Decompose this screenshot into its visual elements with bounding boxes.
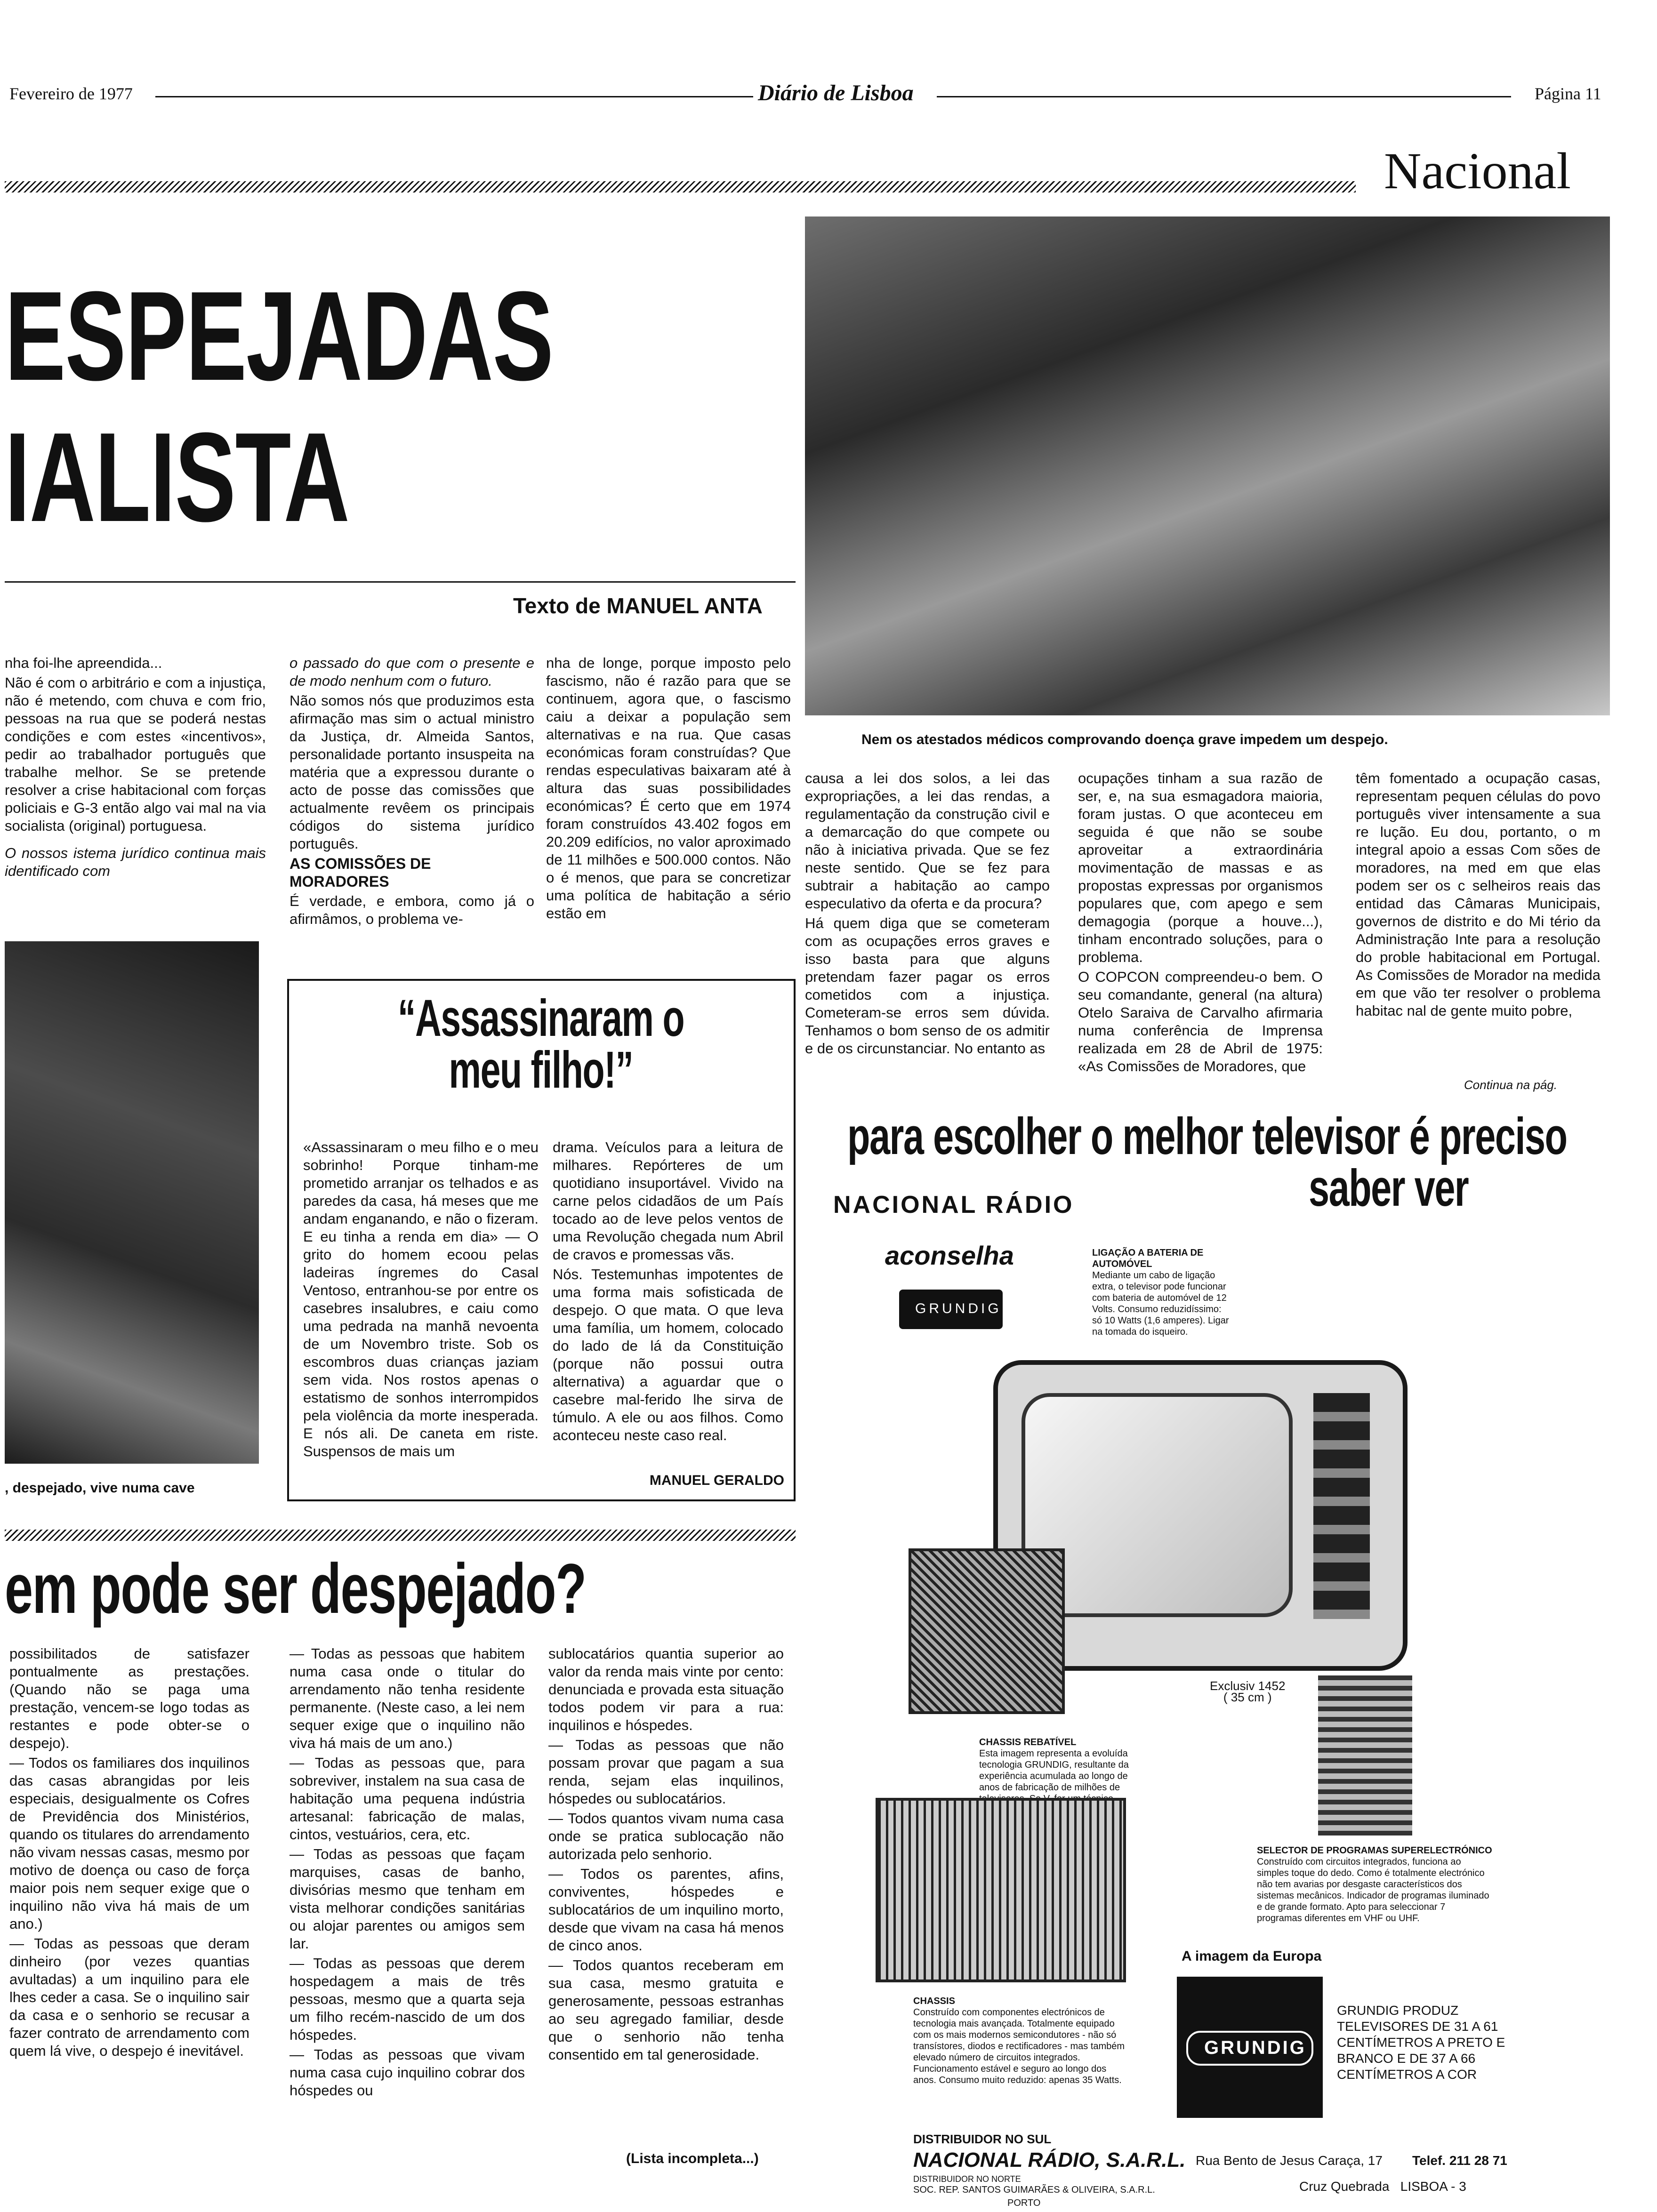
box-story-title: “Assassinaram o meu filho!” xyxy=(397,989,684,1099)
ad-europe: A imagem da Europa xyxy=(1182,1948,1322,1964)
main-col-3 xyxy=(546,654,791,960)
main-col-2-subhead: AS COMISSÕES DE MORADORES xyxy=(290,855,431,890)
ad-phone: Telef. 211 28 71 xyxy=(1412,2153,1507,2168)
main-col-6 xyxy=(1356,769,1601,1071)
box-col-2-p2: Nós. Testemunhas impotentes de uma forma mais sofisticada de despejo. O que mata. O que leva uma família, um homem, colocado do lado de lá da Constituição (porque não possui outra alternativa) a aguardar que o casebre mal-ferido lhe sirva de túmulo. A ele ou aos filhos. Como aconteceu neste caso real. xyxy=(553,1266,783,1443)
box-col-2-p1: drama. Veículos para a leitura de milhares. Repórteres de um quotidiano insuportável. Vivido na carne pelos cidadãos de um País tocado ao de leve pelos ventos de uma Revolução chegada num Abril de cravos e promessas vãs. xyxy=(553,1139,783,1263)
tv-control-panel xyxy=(1313,1393,1370,1619)
main-col-4-p1: causa a lei dos solos, a lei das expropriações, a lei das rendas, a regulamentação da construção civil e a demarcação do que compete ou não à iniciativa privada. Que se fez neste sentido. Que se fez para subtrair a habitação ao campo especulativo da oferta e da procura? xyxy=(805,770,1050,912)
ad-chassis2-text: Construído com componentes electrónicos de tecnologia mais avançada. Totalmente equipado com os mais modernos semicondutores - não só transístores, diodos e rectificadores - mas também elevado número de circuitos integrados. Funcionamento estável e seguro ao longo dos anos. Consumo muito reduzido: apenas 35 Watts. xyxy=(913,2007,1125,2085)
second-headline: em pode ser despejado? xyxy=(5,1549,586,1628)
left-photo-caption: , despejado, vive numa cave xyxy=(5,1480,195,1496)
main-col-2 xyxy=(290,654,534,960)
second-col-2-p5: — Todas as pessoas que vivam numa casa cujo inquilino cobrar dos hóspedes ou xyxy=(290,2046,525,2099)
ad-selector-text: Construído com circuitos integrados, funciona ao simples toque do dedo. Como é totalmente electrónico não tem avarias por desgaste característicos dos sistemas mecânicos. Indicador de programas iluminado e de grande formato. Apto para seleccionar 7 programas diferentes em VHF ou UHF. xyxy=(1257,1857,1489,1923)
main-col-1 xyxy=(5,654,266,932)
masthead-paper-name: Diário de Lisboa xyxy=(758,80,914,105)
ad xyxy=(805,1097,1610,2212)
second-col-2-p1: — Todas as pessoas que habitem numa casa onde o titular do arrendamento não tenha residente permanente. (Neste caso, a lei nem sequer exige que o inquilino não viva há mais de um ano.) xyxy=(290,1645,525,1751)
ad-city: Cruz Quebrada LISBOA - 3 xyxy=(1299,2179,1466,2194)
main-col-2-italic: o passado do que com o presente e de modo nenhum com o futuro. xyxy=(290,655,534,689)
main-headline-line1: ESPEJADAS xyxy=(5,265,553,407)
section-hatch xyxy=(5,181,1356,192)
main-col-2-p1: Não somos nós que produzimos esta afirmação mas sim o actual ministro da Justiça, dr. Almeida Santos, personalidade portanto insuspeita na matéria que a expressou durante o acto de posse das comissões que actualmente revêem os principais códigos do sistema jurídico português. xyxy=(290,692,534,852)
ad-north-city: PORTO xyxy=(1007,2198,1041,2208)
masthead-page: Página 11 xyxy=(1535,84,1601,103)
continued-note: Continua na pág. xyxy=(1464,1078,1558,1092)
ad-selector xyxy=(1257,1845,1492,1924)
second-col-3-p1: sublocatários quantia superior ao valor da renda mais vinte por cento: denunciada e provada esta situação todos podem vir para a rua: inquilinos e hóspedes. xyxy=(548,1645,784,1733)
grundig-logo-large-text: GRUNDIG xyxy=(1204,2037,1306,2058)
ad-selector-title: SELECTOR DE PROGRAMAS SUPERELECTRÓNICO xyxy=(1257,1845,1492,1856)
ad-chassis-text: Esta imagem representa a evoluída tecnologia GRUNDIG, resultante da experiência acumulada ao longo de anos de fabricação de milhões de xyxy=(979,1748,1129,1793)
second-col-1-p1: possibilitados de satisfazer pontualmente as prestações. (Quando não se paga uma prestação, vencem-se logo todas as restantes e pode obter-se o despejo). xyxy=(9,1645,249,1751)
byline-rule xyxy=(5,581,796,583)
main-col-1-p1: nha foi-lhe apreendida... xyxy=(5,655,162,671)
ad-chassis-title: CHASSIS REBATÍVEL xyxy=(979,1737,1077,1747)
ad-north-label: DISTRIBUIDOR NO NORTE xyxy=(913,2174,1021,2184)
second-col-1-p2: — Todos os familiares dos inquilinos das casas abrangidas por leis especiais, desigualmente os Cofres de Previdência dos Ministérios, quando os titulares do arrendamento não vivam nessas casas, mesmo por motivo de doença ou caso de força maior pois nem sequer exige que o inquilino não viva há mais de um ano.) xyxy=(9,1755,249,1932)
box-story xyxy=(287,979,796,1501)
tv-chassis-illustration xyxy=(909,1548,1065,1714)
ad-address: Rua Bento de Jesus Caraça, 17 xyxy=(1196,2153,1383,2168)
box-col-1 xyxy=(303,1138,539,1487)
ad-headline-2: saber ver xyxy=(1309,1159,1469,1217)
main-col-6-p1: têm fomentado a ocupação casas, representam pequen células do povo português viver intensamente a sua re lução. Eu dou, portanto, o m integral apoio a essas Com sões de moradores, na med em que elas podem ser os c selheiros reais das entidad das Câmaras Municipais, governos de distrito e do Mi tério da Administração Inte para a resolução do proble habitacional em Portugal. As Comissões de Morador na medida em que vão ter resolver o problema habitac nal de gente muito pobre, xyxy=(1356,770,1601,1019)
second-col-3-p5: — Todos quantos receberam em sua casa, mesmo gratuita e generosamente, pessoas estranhas ao seu agregado familiar, desde que o senhorio não tenha consentido em tal generosidade. xyxy=(548,1957,784,2063)
second-col-1 xyxy=(9,1645,249,2177)
grundig-logo-large-badge xyxy=(1186,2031,1313,2066)
main-col-1-p2: Não é com o arbitrário e com a injustiça, não é metendo, com chuva e com frio, pessoas na rua que se poderá nestas condições e com estes «incentivos», pedir ao trabalhador português que trabalhe melhor. Se se pretende resolver a crise habitacional com forças policiais e G-3 então algo vai mal na via socialista (original) portuguesa. xyxy=(5,674,266,834)
box-author: MANUEL GERALDO xyxy=(649,1473,784,1488)
ad-battery-title: LIGAÇÃO A BATERIA DE AUTOMÓVEL xyxy=(1092,1248,1204,1269)
main-headline-line2: IALISTA xyxy=(5,407,349,548)
second-col-2-p2: — Todas as pessoas que, para sobreviver, instalem na sua casa de habitação uma pequena indústria artesanal: fabricação de malas, cintos, vestuários, cera, etc. xyxy=(290,1755,525,1843)
masthead-rule-right xyxy=(937,96,1511,97)
grundig-logo-small-text: GRUNDIG xyxy=(915,1301,1002,1316)
ad-headline-1: para escolher o melhor televisor é preciso xyxy=(847,1107,1567,1165)
ad-battery-text: Mediante um cabo de ligação extra, o televisor pode funcionar com bateria de automóvel de 12 Volts. Consumo reduzidíssimo: só 10 Watts (1,6 amperes). Ligar na tomada do isqueiro. xyxy=(1092,1270,1229,1337)
second-col-3-p3: — Todos quantos vivam numa casa onde se pratica sublocação não autorizada pelo senhorio. xyxy=(548,1810,784,1862)
main-col-3-p1: nha de longe, porque imposto pelo fascismo, não é razão para que se continuem, agora que, o fascismo caiu a deixar a população sem alternativas e na rua. Que casas económicas foram construídas? Que rendas especulativas baixaram até à altura das suas possibilidades económicas? É certo que em 1974 foram construídos 43.402 fogos em 20.209 edifícios, no valor aproximado de 11 milhões e 500.000 contos. Não o é menos, que para se concretizar uma política de habitação a sério estão em xyxy=(546,655,791,922)
masthead xyxy=(0,80,1657,108)
left-photo xyxy=(5,941,259,1464)
main-col-5-p2: O COPCON compreendeu-o bem. O seu comandante, general (na altura) Otelo Saraiva de Carvalho afirmaria numa conferência de Imprensa realizada em 28 de Abril de 1975: «As Comissões de Moradores, que xyxy=(1078,969,1323,1074)
ad-battery xyxy=(1092,1247,1233,1338)
circuit-board-illustration xyxy=(876,1798,1126,1982)
main-photo xyxy=(805,216,1610,715)
second-col-3-p4: — Todos os parentes, afins, conviventes, hóspedes e sublocatários de um inquilino morto, desde que vivam na casa há menos de cinco anos. xyxy=(548,1866,784,1954)
second-col-3 xyxy=(548,1645,784,2134)
main-col-4-p2: Há quem diga que se cometeram com as ocupações erros graves e isso basta para que alguns pretendam fazer pagar os erros cometidos com a injustiça. Cometeram-se erros sem dúvida. Tenhamos o bom senso de os admitir e de os circunstanciar. No entanto as xyxy=(805,915,1050,1057)
grundig-logo-small xyxy=(899,1290,1003,1329)
main-col-5-p1: ocupações tinham a sua razão de ser, e, na sua esmagadora maioria, foram justas. O que aconteceu em seguida é que não se soube aproveitar a extraordinária movimentação de massas e as propostas expressas por organismos populares que, com apego e sem demagogia (porque a houve...), tinham encontrado soluções, para o problema. xyxy=(1078,770,1323,965)
ad-chassis2-title: CHASSIS xyxy=(913,1996,955,2006)
masthead-rule-left xyxy=(155,96,753,97)
ad-brand-line: NACIONAL RÁDIO xyxy=(833,1191,1074,1218)
ad-model-name: Exclusiv 1452 xyxy=(1210,1679,1286,1693)
section-title: Nacional xyxy=(1384,142,1571,200)
box-col-2 xyxy=(553,1138,783,1468)
ad-north: SOC. REP. SANTOS GUIMARÃES & OLIVEIRA, S.A.R.L. xyxy=(913,2185,1155,2195)
ad-model xyxy=(1210,1680,1285,1703)
grundig-logo-large xyxy=(1177,1977,1323,2118)
selector-illustration xyxy=(1318,1675,1412,1835)
masthead-date: Fevereiro de 1977 xyxy=(9,84,133,103)
ad-model-size: ( 35 cm ) xyxy=(1223,1690,1272,1704)
second-col-1-p3: — Todas as pessoas que deram dinheiro (por vezes quantias avultadas) a um inquilino para ele lhes ceder a casa. Se o inquilino sair da casa e o senhorio se recusar a fazer contrato de arrendamento com quem lá vive, o despejo é inevitável. xyxy=(9,1935,249,2059)
ad-chassis2 xyxy=(913,1996,1130,2086)
second-hatch xyxy=(5,1530,796,1541)
second-col-2-p4: — Todas as pessoas que derem hospedagem a mais de três pessoas, mesmo que a quarta seja um filho recém-nascido de um dos hóspedes. xyxy=(290,1955,525,2043)
second-col-2 xyxy=(290,1645,525,2177)
ad-distributor-label: DISTRIBUIDOR NO SUL xyxy=(913,2132,1052,2146)
byline: Texto de MANUEL ANTA xyxy=(513,593,763,618)
main-col-2-p2: É verdade, e embora, como já o afirmâmos, o problema ve- xyxy=(290,893,534,927)
ad-produces: GRUNDIG PRODUZ TELEVISORES DE 31 A 61 CENTÍMETROS A PRETO E BRANCO E DE 37 A 66 CENTÍMETROS A COR xyxy=(1337,2003,1505,2082)
second-col-3-p2: — Todas as pessoas que não possam provar que pagam a sua renda, sejam elas inquilinos, hóspedes ou sublocatários. xyxy=(548,1737,784,1807)
second-note: (Lista incompleta...) xyxy=(626,2151,759,2166)
ad-distributor: NACIONAL RÁDIO, S.A.R.L. xyxy=(913,2148,1186,2172)
main-photo-caption: Nem os atestados médicos comprovando doença grave impedem um despejo. xyxy=(861,732,1388,747)
main-col-1-italic: O nossos istema jurídico continua mais identificado com xyxy=(5,845,266,879)
box-col-1-p1: «Assassinaram o meu filho e o meu sobrinho! Porque tinham-me prometido arranjar os telhados e as paredes da casa, há meses que me andam enganando, e não o fizeram. E eu tinha a renda em dia» — O grito do homem ecoou pelas ladeiras íngremes do Casal Ventoso, entranhou-se por entre os casebres insalubres, e caiu como uma pedrada na manhã nevoenta de um Novembro triste. Sob os escombros duas crianças jaziam sem vida. Nos rostos apenas o estatismo de sonhos interrompidos pela violência da morte inesperada. E nós ali. De caneta em riste. Suspensos de mais um xyxy=(303,1139,539,1459)
second-col-2-p3: — Todas as pessoas que façam marquises, casas de banho, divisórias mesmo que tenham em vista melhorar condições sanitárias ou alojar parentes ou amigos sem lar. xyxy=(290,1846,525,1952)
ad-recommends: aconselha xyxy=(885,1241,1014,1270)
